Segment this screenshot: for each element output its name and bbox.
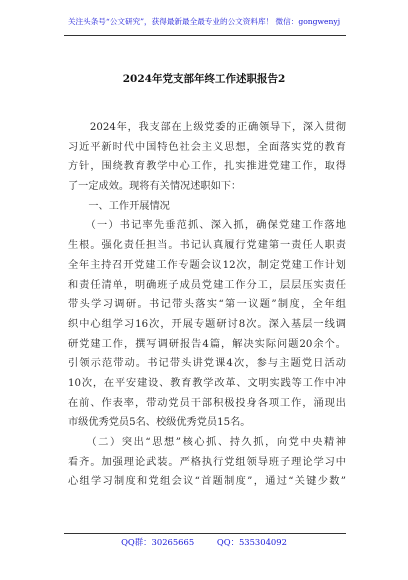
- body-line: 方针，围绕教育教学中心工作，扎实推进党建工作，取得: [68, 161, 346, 173]
- footer-divider: [64, 533, 346, 534]
- header-divider: [64, 35, 346, 36]
- body-line: 看齐。加强理论武装。严格执行党组领导班子理论学习中: [68, 456, 346, 468]
- footer-qq: QQ：535304092: [216, 537, 287, 547]
- body-line: 在前、作表率，带动党员干部积极投身各项工作，涌现出: [68, 397, 346, 409]
- body-line: （二）突出“思想”核心抓、持久抓，向党中央精神: [68, 437, 346, 448]
- body-line: （一）书记率先垂范抓、深入抓，确保党建工作落地: [68, 220, 346, 232]
- body-line: 习近平新时代中国特色社会主义思想，全面落实党的教育: [68, 141, 346, 153]
- body-line: 研党建工作，撰写调研报告4篇，解决实际问题20余个。: [68, 338, 346, 350]
- footer-qq-group: QQ群：30265665: [121, 537, 195, 547]
- document-body: [68, 118, 346, 492]
- body-line: 了一定成效。现将有关情况述职如下：: [68, 181, 242, 193]
- body-line: 带头学习调研。书记带头落实“第一议题”制度，全年组: [68, 299, 346, 311]
- body-line: 织中心组学习16次，开展专题研讨8次。深入基层一线调: [68, 318, 346, 330]
- header-banner: 关注头条号“公文研究”，获得最新最全最专业的公文资料库！ 微信：gongwenyj: [67, 17, 341, 26]
- body-line: 2024年，我支部在上级党委的正确领导下，深入贯彻: [68, 122, 346, 133]
- body-line: 引领示范带动。书记带头讲党课4次，参与主题党日活动: [68, 358, 346, 370]
- body-line: 和责任清单，明确班子成员党建工作分工，层层压实责任: [68, 279, 346, 291]
- body-line: 10次，在平安建设、教育教学改革、文明实践等工作中冲: [68, 377, 346, 389]
- footer-contacts: [0, 536, 408, 548]
- section-heading: 一、工作开展情况: [68, 200, 170, 212]
- body-line: 心组学习制度和党组会议“首题制度”，通过“关键少数”: [68, 476, 346, 488]
- document-title: 2024年党支部年终工作述职报告2: [122, 73, 286, 85]
- body-line: 生根。强化责任担当。书记认真履行党建第一责任人职责: [68, 240, 346, 252]
- body-line: 市级优秀党员5名、校级优秀党员15名。: [68, 417, 251, 429]
- body-line: 全年主持召开党建工作专题会议12次，制定党建工作计划: [68, 259, 346, 271]
